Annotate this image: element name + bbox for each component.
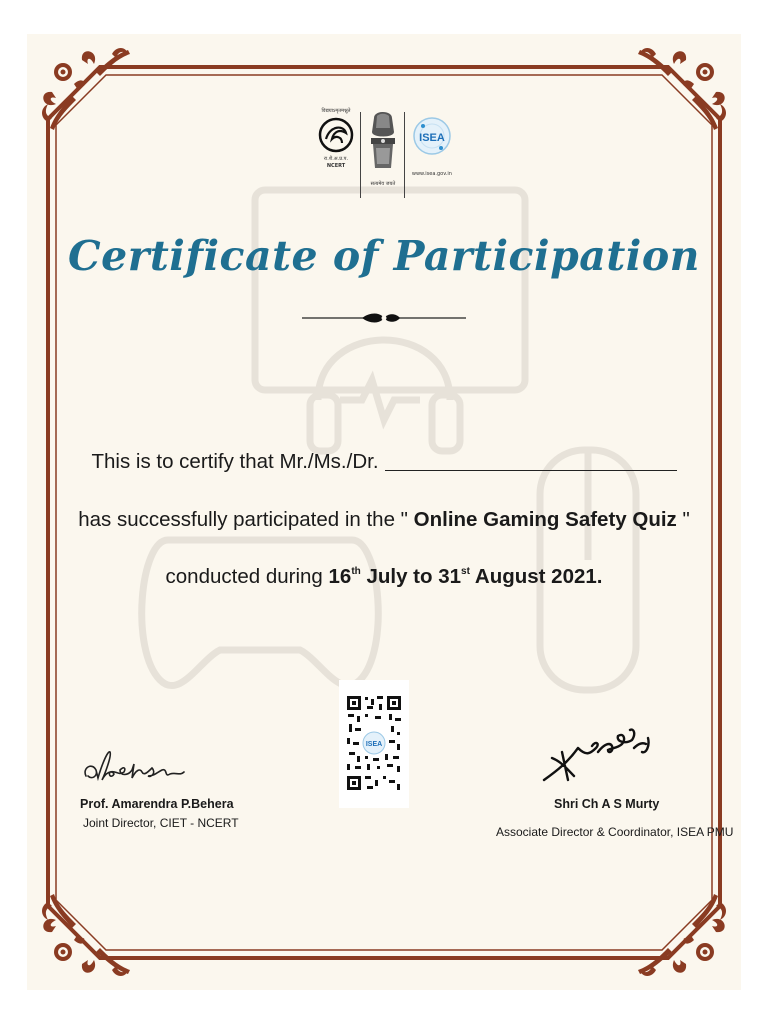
ncert-hindi-label: रा.शै.अ.प्र.प.: [323, 156, 349, 162]
isea-logo-text: ISEA: [419, 132, 445, 144]
lion-capital-emblem-icon: [368, 108, 398, 180]
start-day: 16: [328, 565, 352, 588]
isea-logo: [412, 108, 452, 177]
left-signature: [80, 742, 200, 792]
left-signatory-role: Joint Director, CIET - NCERT: [83, 816, 239, 830]
end-day-suffix: st: [461, 566, 470, 577]
end-month-year: August 2021.: [469, 565, 603, 588]
certificate-title: Certificate of Participation: [68, 232, 700, 280]
right-signatory-name: Shri Ch A S Murty: [554, 797, 660, 811]
participation-text: has successfully participated in the ": [78, 508, 408, 531]
conducted-text: conducted during: [165, 565, 329, 588]
ncert-logo: [318, 108, 354, 169]
logo-separator: [360, 112, 361, 198]
emblem-caption: सत्यमेव जयते: [370, 181, 396, 187]
recipient-name-blank: [385, 450, 677, 471]
ncert-label: NCERT: [326, 163, 346, 169]
start-month: July to: [360, 565, 439, 588]
participation-line: [0, 508, 768, 532]
certify-text: This is to certify that Mr./Ms./Dr.: [91, 450, 379, 473]
right-signatory-role: Associate Director & Coordinator, ISEA PMU: [496, 825, 734, 839]
certify-line: [0, 450, 768, 474]
quiz-name: Online Gaming Safety Quiz: [407, 508, 683, 531]
qr-code[interactable]: [339, 680, 409, 808]
logo-row: [318, 108, 452, 204]
ncert-motto: विद्ययाऽमृतमश्नुते: [321, 108, 351, 114]
isea-url: www.isea.gov.in: [411, 171, 452, 177]
left-signatory-name: Prof. Amarendra P.Behera: [80, 797, 234, 811]
ornamental-divider: [300, 309, 468, 327]
end-day: 31: [438, 565, 462, 588]
start-day-suffix: th: [351, 566, 361, 577]
right-signature: [538, 718, 670, 790]
ncert-emblem-icon: [318, 115, 354, 155]
isea-globe-icon: [412, 108, 452, 170]
closing-quote: ": [682, 508, 690, 531]
date-line: [0, 565, 768, 589]
national-emblem-logo: [368, 108, 398, 187]
qr-pattern: [345, 694, 403, 792]
date-range: [329, 565, 603, 588]
qr-center-label: ISEA: [365, 741, 383, 748]
logo-separator: [404, 112, 405, 198]
